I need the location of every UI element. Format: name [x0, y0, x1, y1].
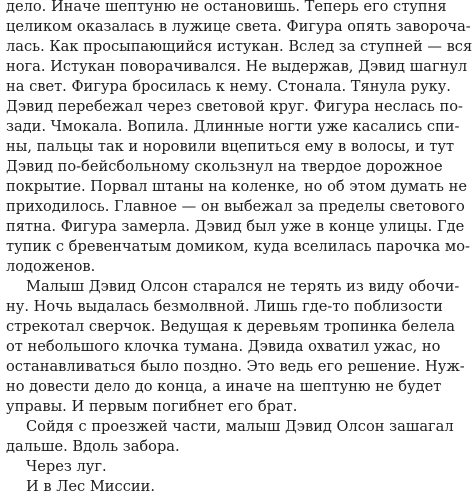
text-line: целиком оказалась в лужице света. Фигура опять заворочa- — [6, 18, 471, 35]
short-paragraph-line: Через луг. — [26, 458, 107, 475]
paragraph-end-line: дальше. Вдоль забора. — [6, 438, 180, 455]
text-line: нога. Истукан поворачивался. Не выдержав, Дэвид шагнул — [6, 58, 468, 75]
text-line: покрытие. Порвал штаны на коленке, но об этом думать не — [6, 178, 467, 195]
text-line: Дэвид перебежал через световой круг. Фигура неслась по- — [6, 98, 463, 115]
paragraph-end-line: управы. И первым погибнет его брат. — [6, 398, 298, 415]
text-line: лась. Как просыпающийся истукан. Вслед за ступней — вся — [6, 38, 472, 55]
paragraph-start-line: Малыш Дэвид Олсон старался не терять из виду обочи- — [26, 278, 460, 295]
text-line: но довести дело до конца, а иначе на шептуню не будет — [6, 378, 442, 395]
text-line: ны, пальцы так и норовили вцепиться ему в волосы, и тут — [6, 138, 455, 155]
text-line: останавливаться было поздно. Это ведь его решение. Нуж- — [6, 358, 465, 375]
text-line: пятна. Фигура замерла. Дэвид был уже в конце улицы. Где — [6, 218, 465, 235]
text-line: Дэвид по-бейсбольному скользнул на твердое дорожное — [6, 158, 443, 175]
text-line: ну. Ночь выдалась безмолвной. Лишь где-то поблизости — [6, 298, 443, 315]
text-column — [6, 0, 472, 497]
text-line: дело. Иначе шептуню не остановишь. Теперь его ступня — [6, 0, 447, 15]
paragraph-end-line: лодоженов. — [6, 258, 96, 275]
text-line: приходилось. Главное — он выбежал за пределы светового — [6, 198, 465, 215]
paragraph-start-line: Сойдя с проезжей части, малыш Дэвид Олсон зашагал — [26, 418, 454, 435]
text-line: от небольшого клочка тумана. Дэвида охватил ужас, но — [6, 338, 441, 355]
text-line: стрекотал сверчок. Ведущая к деревьям тропинка белела — [6, 318, 455, 335]
text-line: тупик с бревенчатым домиком, куда вселилась парочка мо- — [6, 238, 470, 255]
text-line: на свет. Фигура бросилась к нему. Стонала. Тянула руку. — [6, 78, 451, 95]
short-paragraph-line: И в Лес Миссии. — [26, 478, 155, 495]
text-line: зади. Чмокала. Вопила. Длинные ногти уже касались спи- — [6, 118, 460, 135]
